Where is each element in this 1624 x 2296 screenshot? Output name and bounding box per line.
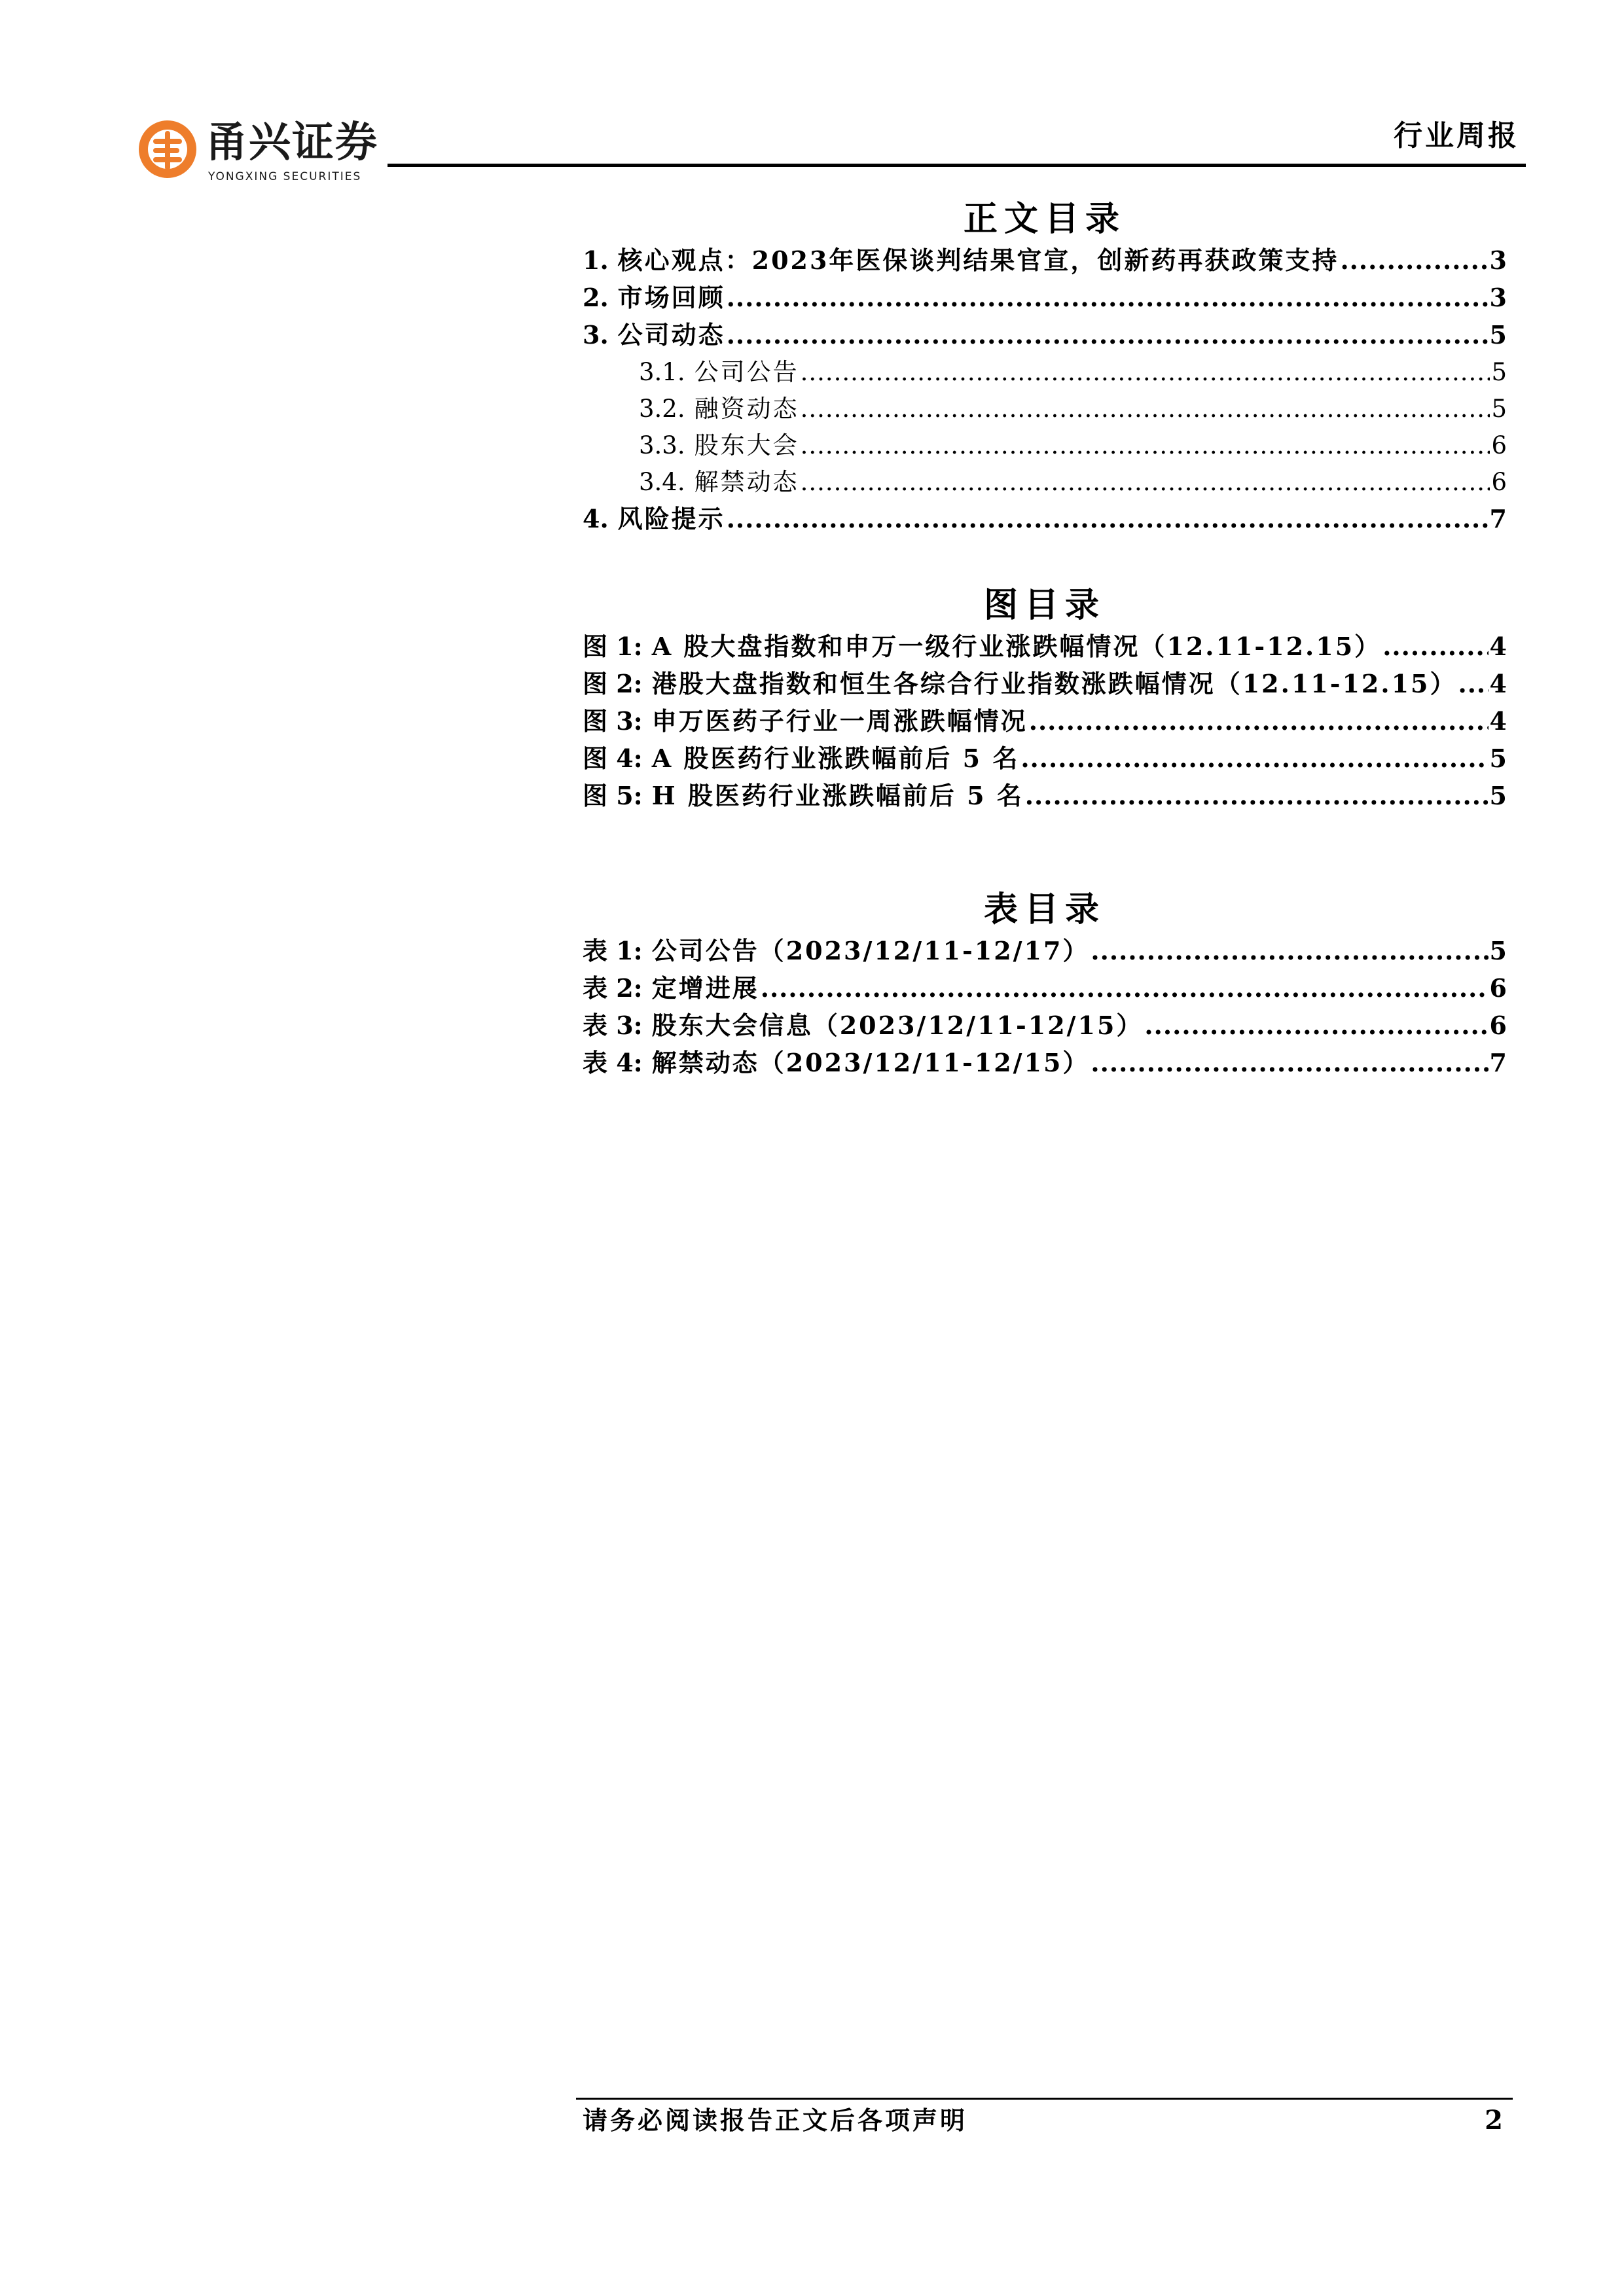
table-list-entry[interactable] bbox=[583, 970, 1507, 1007]
toc-entry[interactable] bbox=[583, 242, 1507, 279]
toc-entry-page: 3 bbox=[1489, 245, 1507, 275]
toc-entry-number: 3.3. bbox=[639, 431, 685, 459]
toc-entry-label: 公司公告 bbox=[694, 358, 799, 386]
toc-leader-dots bbox=[1340, 242, 1488, 279]
toc-leader-dots bbox=[727, 279, 1489, 316]
toc-entry-label: 解禁动态 bbox=[694, 468, 799, 496]
table-list-entry[interactable] bbox=[583, 1007, 1507, 1045]
toc-leader-dots bbox=[727, 317, 1489, 353]
toc-entry[interactable] bbox=[583, 354, 1507, 391]
toc-entry-number: 3.2. bbox=[639, 395, 685, 423]
toc-entry-number: 表 3: bbox=[583, 1011, 643, 1040]
toc-entry-number: 3.4. bbox=[639, 468, 685, 496]
toc-entry-number: 3. bbox=[583, 320, 609, 350]
toc-entry-label: H 股医药行业涨跌幅前后 5 名 bbox=[651, 781, 1024, 810]
toc-entry-page: 6 bbox=[1491, 431, 1507, 459]
brand-name-cn: 甬兴证券 bbox=[206, 118, 378, 167]
toc-leader-dots bbox=[761, 970, 1489, 1007]
toc-entry-label: 股东大会信息（2023/12/11-12/15） bbox=[651, 1011, 1144, 1040]
figure-list-entry[interactable] bbox=[583, 703, 1507, 740]
toc-main bbox=[583, 196, 1507, 538]
table-list-entry[interactable] bbox=[583, 933, 1507, 970]
toc-entry-label: 申万医药子行业一周涨跌幅情况 bbox=[651, 706, 1028, 736]
footer-divider bbox=[576, 2098, 1513, 2100]
toc-main-list bbox=[583, 242, 1507, 538]
toc-leader-dots bbox=[727, 501, 1489, 537]
toc-entry-label: 定增进展 bbox=[651, 973, 759, 1003]
toc-tables-title: 表目录 bbox=[983, 889, 1106, 929]
toc-entry-page: 5 bbox=[1491, 358, 1507, 386]
toc-entry-number: 表 2: bbox=[583, 973, 643, 1003]
toc-leader-dots bbox=[1091, 1045, 1488, 1081]
figure-list-entry[interactable] bbox=[583, 778, 1507, 815]
toc-entry-label: A 股大盘指数和申万一级行业涨跌幅情况（12.11-12.15） bbox=[651, 632, 1382, 661]
toc-entry-label: A 股医药行业涨跌幅前后 5 名 bbox=[651, 744, 1020, 773]
toc-leader-dots bbox=[1025, 778, 1489, 814]
toc-entry-page: 5 bbox=[1489, 320, 1507, 350]
toc-entry-number: 2. bbox=[583, 283, 609, 312]
toc-entry-page: 6 bbox=[1489, 973, 1507, 1003]
toc-figures bbox=[583, 583, 1507, 815]
toc-entry-number: 表 1: bbox=[583, 936, 643, 965]
toc-entry-page: 3 bbox=[1489, 283, 1507, 312]
toc-entry-page: 6 bbox=[1489, 1011, 1507, 1040]
toc-entry-page: 4 bbox=[1489, 706, 1507, 736]
toc-entry-number: 图 4: bbox=[583, 744, 643, 773]
toc-entry[interactable] bbox=[583, 279, 1507, 317]
toc-entry-label: 公司动态 bbox=[617, 320, 725, 350]
toc-entry-number: 图 3: bbox=[583, 706, 643, 736]
toc-entry-page: 5 bbox=[1491, 395, 1507, 423]
toc-leader-dots bbox=[1144, 1007, 1488, 1044]
toc-entry-number: 表 4: bbox=[583, 1048, 643, 1077]
toc-entry-page: 5 bbox=[1489, 936, 1507, 965]
toc-leader-dots bbox=[1091, 933, 1488, 969]
toc-entry-label: 核心观点：2023年医保谈判结果官宣，创新药再获政策支持 bbox=[617, 245, 1339, 275]
toc-entry-label: 风险提示 bbox=[617, 504, 725, 533]
footer-disclaimer: 请务必阅读报告正文后各项声明 bbox=[583, 2106, 968, 2135]
toc-leader-dots bbox=[1458, 666, 1488, 702]
toc-entry[interactable] bbox=[583, 427, 1507, 464]
figure-list-entry[interactable] bbox=[583, 740, 1507, 778]
toc-tables-list bbox=[583, 933, 1507, 1082]
figure-list-entry[interactable] bbox=[583, 666, 1507, 703]
toc-entry-page: 7 bbox=[1489, 504, 1507, 533]
toc-entry-label: 股东大会 bbox=[694, 431, 799, 459]
toc-figures-title: 图目录 bbox=[983, 585, 1106, 625]
toc-leader-dots bbox=[801, 464, 1490, 501]
brand-logo bbox=[136, 115, 385, 187]
toc-entry-page: 5 bbox=[1489, 781, 1507, 810]
yongxing-logo-icon bbox=[136, 118, 199, 181]
toc-entry-page: 4 bbox=[1489, 632, 1507, 661]
toc-entry-label: 融资动态 bbox=[694, 395, 799, 423]
page-number: 2 bbox=[1485, 2105, 1503, 2136]
toc-entry-page: 4 bbox=[1489, 669, 1507, 698]
toc-figures-list bbox=[583, 628, 1507, 815]
toc-entry-label: 公司公告（2023/12/11-12/17） bbox=[651, 936, 1090, 965]
toc-entry-page: 5 bbox=[1489, 744, 1507, 773]
toc-entry[interactable] bbox=[583, 317, 1507, 354]
toc-entry-label: 市场回顾 bbox=[617, 283, 725, 312]
report-type: 行业周报 bbox=[1394, 119, 1519, 152]
toc-entry-page: 6 bbox=[1491, 468, 1507, 496]
toc-entry-number: 图 1: bbox=[583, 632, 643, 661]
toc-leader-dots bbox=[1020, 740, 1488, 777]
toc-leader-dots bbox=[801, 427, 1490, 464]
toc-main-title: 正文目录 bbox=[963, 199, 1126, 239]
toc-leader-dots bbox=[1029, 703, 1489, 740]
toc-entry-page: 7 bbox=[1489, 1048, 1507, 1077]
toc-entry-number: 图 2: bbox=[583, 669, 643, 698]
brand-name-en: YONGXING SECURITIES bbox=[208, 170, 362, 183]
toc-leader-dots bbox=[1382, 628, 1488, 665]
toc-entry-label: 港股大盘指数和恒生各综合行业指数涨跌幅情况（12.11-12.15） bbox=[651, 669, 1457, 698]
toc-entry-label: 解禁动态（2023/12/11-12/15） bbox=[651, 1048, 1090, 1077]
toc-leader-dots bbox=[801, 354, 1490, 391]
toc-entry[interactable] bbox=[583, 391, 1507, 427]
toc-entry-number: 图 5: bbox=[583, 781, 643, 810]
toc-entry[interactable] bbox=[583, 501, 1507, 538]
toc-entry[interactable] bbox=[583, 464, 1507, 501]
header-divider bbox=[388, 164, 1526, 167]
toc-entry-number: 1. bbox=[583, 245, 609, 275]
toc-entry-number: 4. bbox=[583, 504, 609, 533]
table-list-entry[interactable] bbox=[583, 1045, 1507, 1082]
figure-list-entry[interactable] bbox=[583, 628, 1507, 666]
toc-tables bbox=[583, 887, 1507, 1082]
toc-entry-number: 3.1. bbox=[639, 358, 685, 386]
toc-leader-dots bbox=[801, 391, 1490, 427]
